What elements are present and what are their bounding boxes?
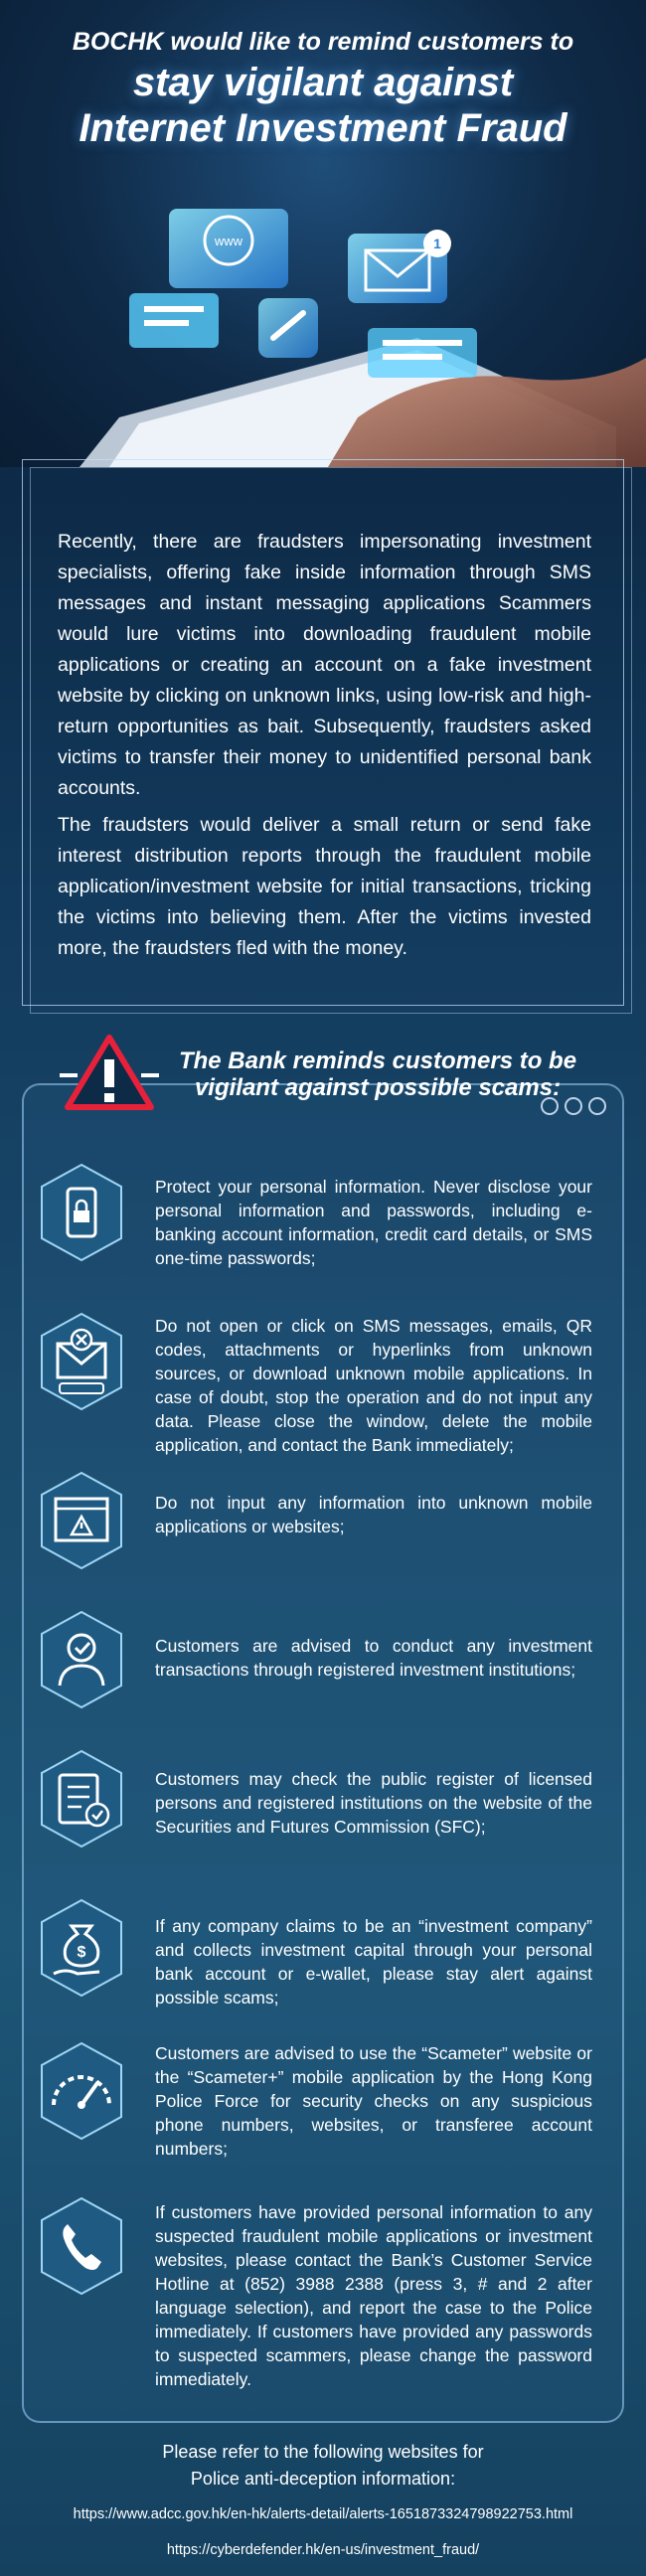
checklist-icon [36,1747,127,1851]
intro-paragraph-1: Recently, there are fraudsters impersonating investment specialists, offering fake inside information through SMS messages and instant messaging applications Scammers would lure victims into downloading fraudulent mobile applications or creating an account on a fake investment website by clicking on unknown links, using low-risk and high-return opportunities as bait. Subsequently, fraudsters asked victims to transfer their money to unidentified personal bank accounts. [58,531,591,799]
gauge-icon [36,2039,127,2143]
phone-hand-illustration [0,189,646,467]
warning-triangle-icon [60,1034,159,1113]
message-card-icon [368,328,477,378]
tip-text-3: Do not input any information into unknown mobile applications or websites; [155,1493,592,1536]
browser-warning-icon [36,1469,127,1572]
reminders-title-line2: vigilant against possible scams: [194,1074,562,1101]
money-bag-hand-icon [36,1896,127,2000]
footer [0,2439,646,2564]
email-card-icon [348,230,451,303]
hero-title [0,60,646,151]
cyberdefender-link[interactable]: https://cyberdefender.hk/en-us/investment_fraud/ [166,2542,480,2558]
hero-banner [0,0,646,467]
tip-text-1: Protect your personal information. Never disclose your personal information and passwords, including e-banking account information, credit card details, or SMS one-time passwords; [155,1177,592,1268]
reminders-title-line1: The Bank reminds customers to be [178,1047,577,1074]
intro-text [58,527,591,964]
reminders-header [60,1034,636,1113]
chat-card-icon [129,293,219,348]
browser-card-icon [169,209,288,288]
tip-text-6: If any company claims to be an “investment company” and collects investment capital through your personal bank account or e-wallet, please stay alert against possible scams; [155,1916,592,2008]
svg-text:1: 1 [433,236,441,251]
reminders-title [159,1047,596,1101]
tip-text-2: Do not open or click on SMS messages, emails, QR codes, attachments or hyperlinks from unknown sources, or download unknown mobile applications. In case of doubt, stop the operation and do not input any data. Please close the window, delete the mobile application, and contact the Bank immediately; [155,1316,592,1455]
intro-paragraph-2: The fraudsters would deliver a small return or send fake interest distribution reports through the fraudulent mobile application/investment website for initial transactions, tricking the victims into believing them. After the victims invested more, the fraudsters fled with the money. [58,814,591,959]
footer-line2: Police anti-deception information: [190,2469,456,2489]
tip-text-5: Customers may check the public register of licensed persons and registered institutions on the website of the Securities and Futures Commission (SFC); [155,1769,592,1837]
link-chain-icon [258,298,318,358]
tip-text-7: Customers are advised to use the “Scameter” website or the “Scameter+” mobile application by the Hong Kong Police Force for security checks on any suspicious phone numbers, websites, or transferee account numbers; [155,2043,592,2159]
hero-title-line1: stay vigilant against [132,61,514,104]
svg-text:$: $ [77,1944,86,1961]
tip-text-8: If customers have provided personal information to any suspected fraudulent mobile applications or investment websites, please contact the Bank’s Customer Service Hotline at (852) 3988 2388 (press 3, # and 2 after language selection), and report the case to the Police immediately. If customers have provided any passwords to suspected scammers, please change the password immediately. [155,2202,592,2389]
verified-person-icon [36,1608,127,1711]
hero-subtitle: BOCHK would like to remind customers to [72,28,574,56]
phone-handset-icon [36,2194,127,2298]
footer-line1: Please refer to the following websites for [162,2442,484,2462]
envelope-x-icon [36,1310,127,1413]
svg-text:www: www [214,234,243,248]
adcc-link[interactable]: https://www.adcc.gov.hk/en-hk/alerts-detail/alerts-1651873324798922753.html [73,2506,573,2522]
phone-lock-icon [36,1161,127,1264]
tip-text-4: Customers are advised to conduct any investment transactions through registered investment institutions; [155,1636,592,1680]
hero-title-line2: Internet Investment Fraud [79,106,567,150]
